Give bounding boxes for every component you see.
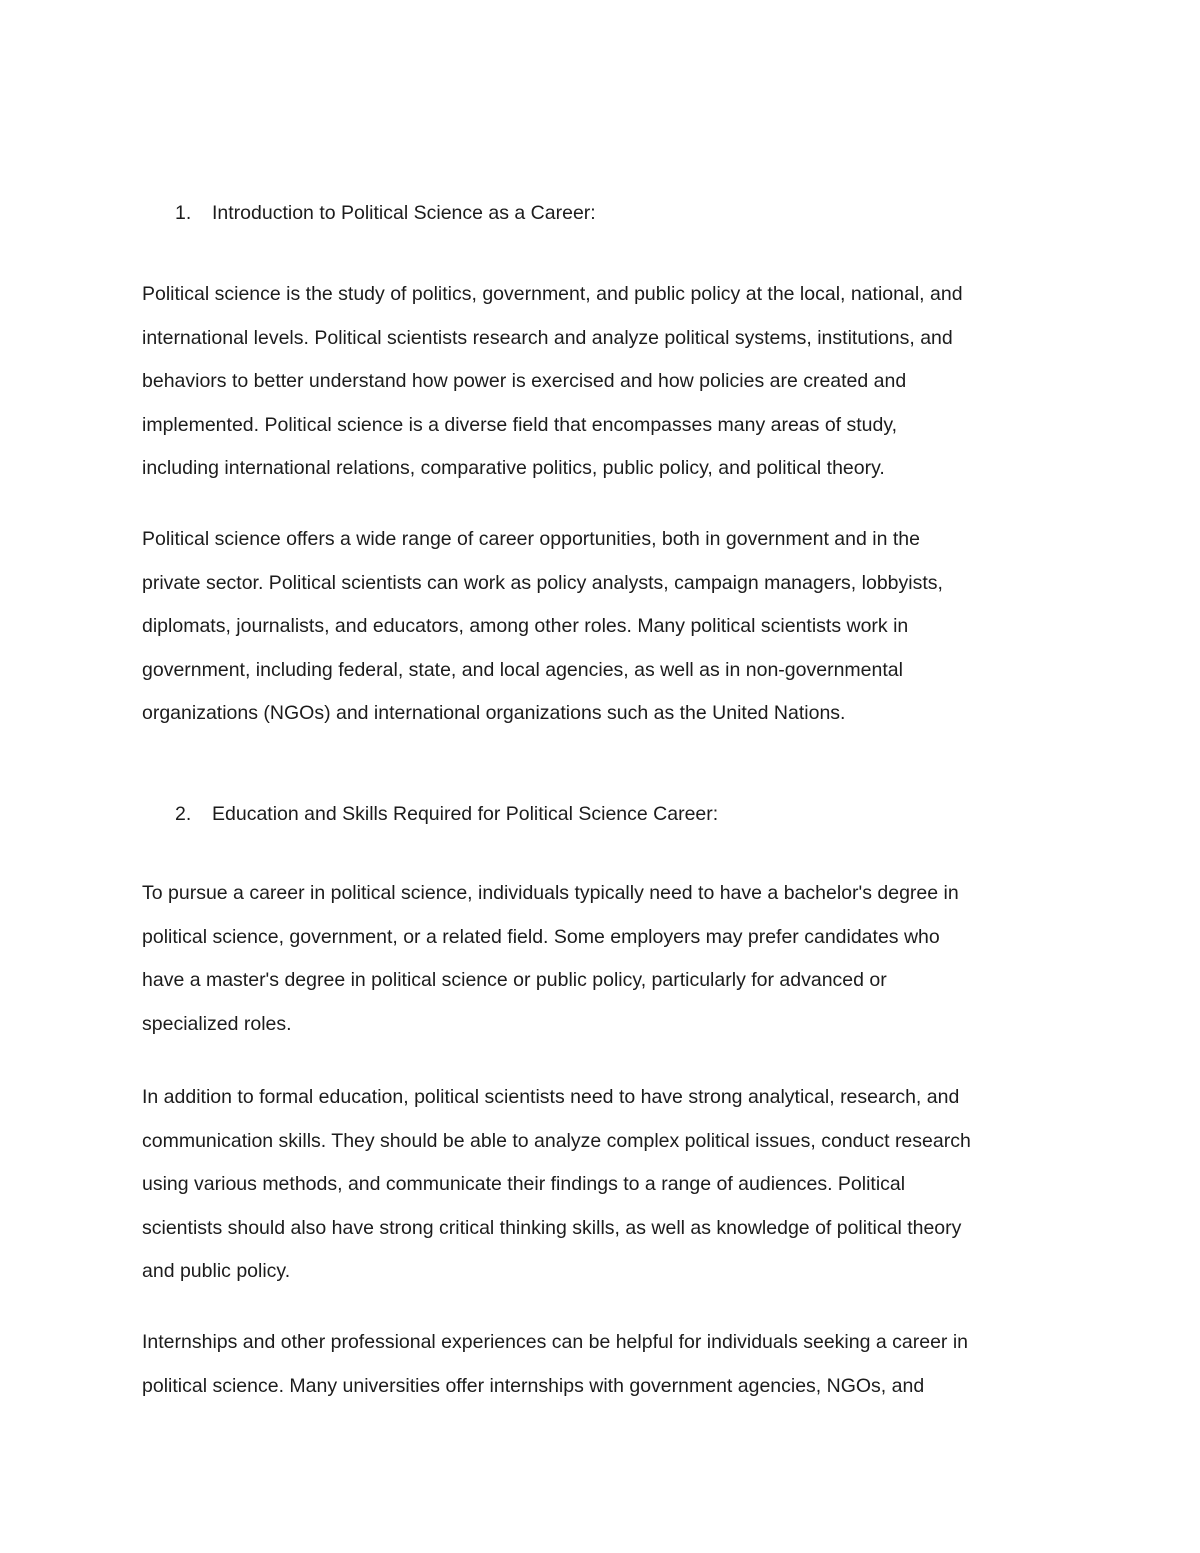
section-number: 1.: [175, 202, 192, 224]
paragraph: [142, 1076, 1082, 1294]
text-line: international levels. Political scientists research and analyze political systems, institutions, and: [142, 326, 953, 349]
section-title: Education and Skills Required for Political Science Career:: [212, 803, 719, 825]
text-line: Political science offers a wide range of career opportunities, both in government and in the: [142, 528, 920, 550]
paragraph: [142, 273, 1082, 491]
text-line: organizations (NGOs) and international organizations such as the United Nations.: [142, 702, 846, 724]
text-line: To pursue a career in political science, individuals typically need to have a bachelor's degree in: [142, 882, 959, 904]
text-line: scientists should also have strong critical thinking skills, as well as knowledge of political theory: [142, 1216, 962, 1239]
section-heading-2: [175, 802, 718, 826]
section-heading-1: [175, 201, 596, 225]
text-line: implemented. Political science is a diverse field that encompasses many areas of study,: [142, 413, 898, 436]
text-line: behaviors to better understand how power is exercised and how policies are created and: [142, 370, 907, 392]
text-line: In addition to formal education, political scientists need to have strong analytical, research, and: [142, 1086, 960, 1108]
text-line: Political science is the study of politics, government, and public policy at the local, national, and: [142, 283, 963, 305]
text-line: diplomats, journalists, and educators, among other roles. Many political scientists work in: [142, 615, 909, 637]
section-number: 2.: [175, 803, 192, 825]
text-line: including international relations, comparative politics, public policy, and political theory.: [142, 457, 885, 479]
section-title: Introduction to Political Science as a Career:: [212, 202, 596, 224]
paragraph: [142, 1321, 1082, 1408]
paragraph: [142, 518, 1082, 736]
text-line: political science, government, or a related field. Some employers may prefer candidates who: [142, 925, 940, 948]
text-line: specialized roles.: [142, 1012, 292, 1035]
text-line: have a master's degree in political science or public policy, particularly for advanced or: [142, 969, 887, 991]
text-line: using various methods, and communicate their findings to a range of audiences. Political: [142, 1173, 906, 1195]
text-line: Internships and other professional experiences can be helpful for individuals seeking a career in: [142, 1331, 968, 1353]
text-line: government, including federal, state, and local agencies, as well as in non-governmental: [142, 658, 903, 681]
text-line: communication skills. They should be able to analyze complex political issues, conduct research: [142, 1129, 971, 1152]
paragraph: [142, 872, 1082, 1046]
text-line: private sector. Political scientists can work as policy analysts, campaign managers, lobbyists,: [142, 571, 943, 594]
text-line: and public policy.: [142, 1260, 291, 1282]
text-line: political science. Many universities offer internships with government agencies, NGOs, and: [142, 1374, 925, 1397]
